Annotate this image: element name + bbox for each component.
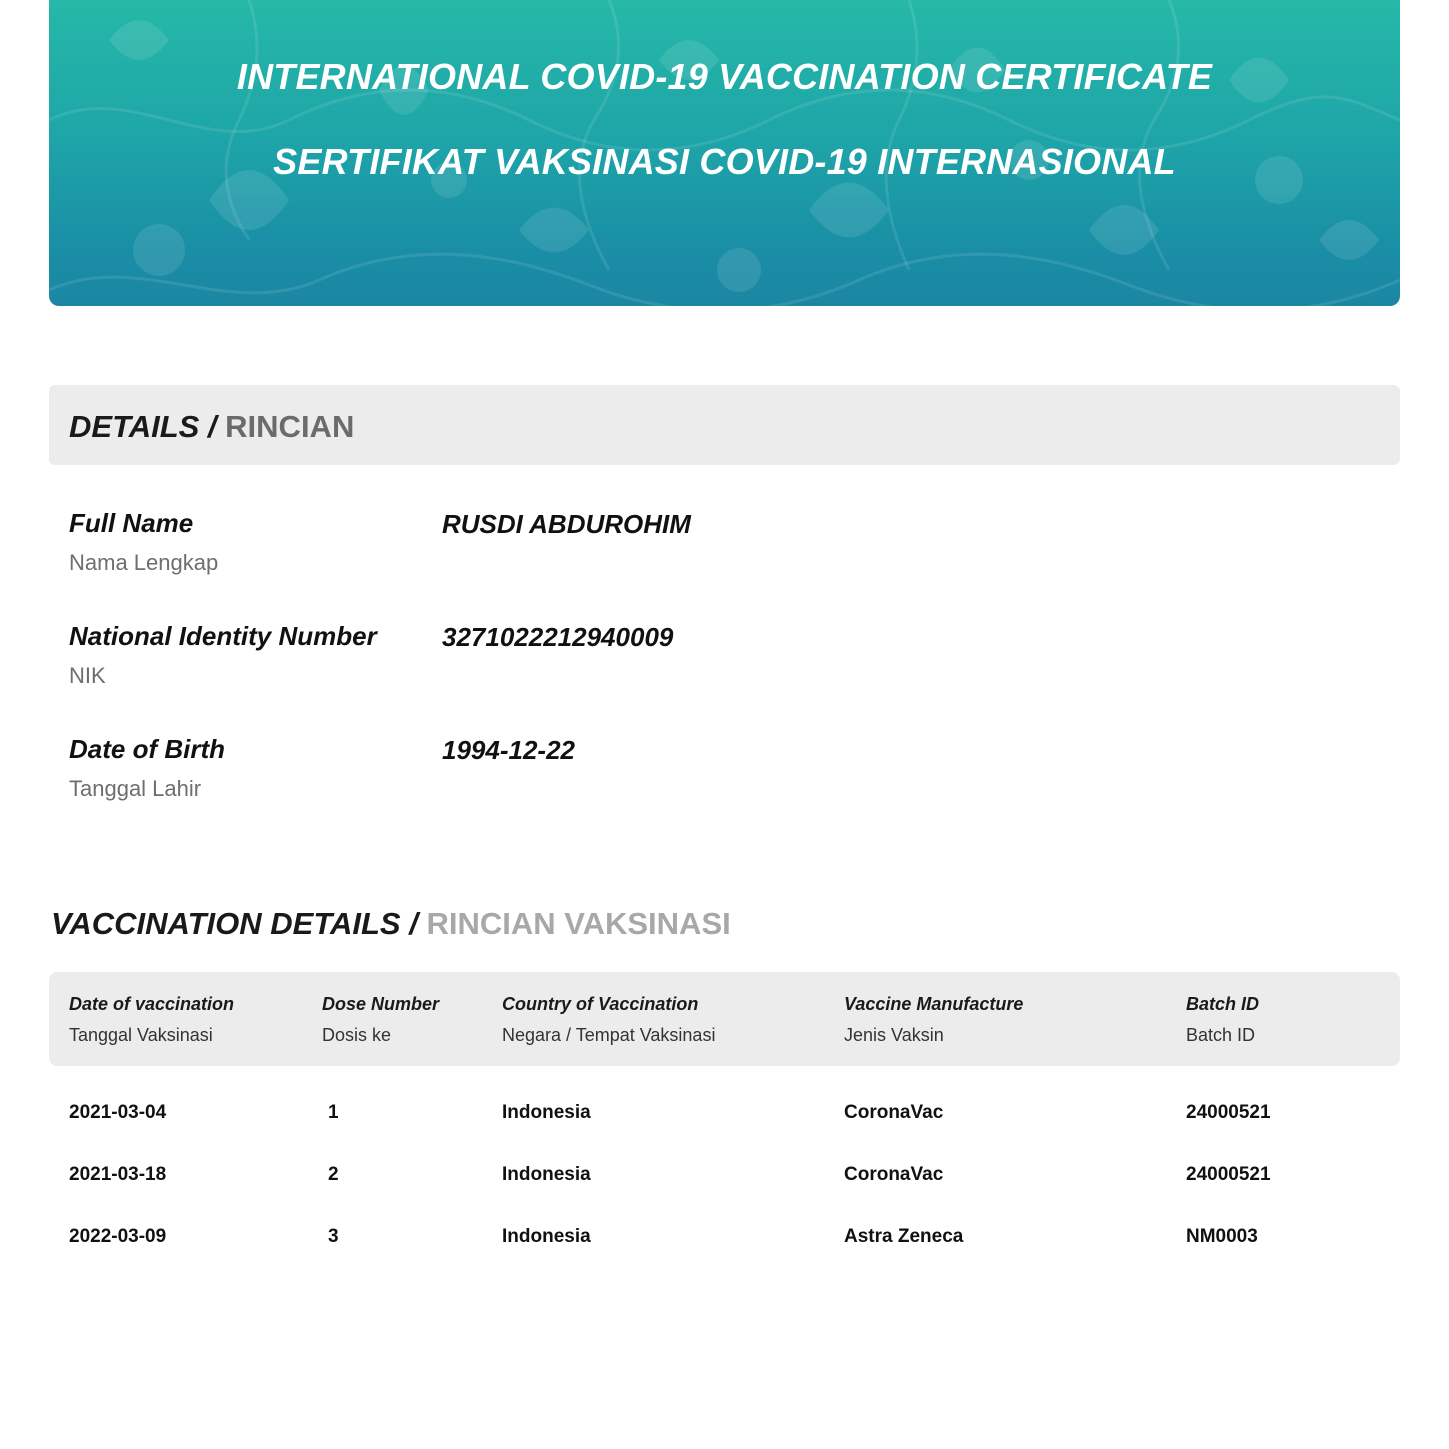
cell-dose: 2 [328, 1164, 339, 1185]
cell-batch: 24000521 [1186, 1164, 1271, 1185]
certificate-banner [49, 0, 1400, 306]
column-header-batch-english: Batch ID [1186, 994, 1260, 1014]
cell-batch: 24000521 [1186, 1102, 1271, 1123]
full-name-label-indonesian: Nama Lengkap [69, 550, 219, 575]
column-header-country [502, 994, 715, 1046]
vaccination-heading-english: VACCINATION DETAILS / [51, 906, 418, 941]
vaccination-table-body [49, 1090, 1400, 1276]
national-identity-label: National Identity Number [69, 621, 377, 651]
details-heading [69, 409, 354, 445]
certificate-title-indonesian: SERTIFIKAT VAKSINASI COVID-19 INTERNASIONAL [273, 141, 1176, 182]
cell-date: 2021-03-04 [69, 1102, 167, 1123]
cell-vaccine: CoronaVac [844, 1102, 944, 1123]
column-header-dose-english: Dose Number [322, 994, 440, 1014]
certificate-title-english: INTERNATIONAL COVID-19 VACCINATION CERTIFICATE [236, 56, 1213, 97]
cell-date: 2022-03-09 [69, 1226, 167, 1247]
column-header-dose [322, 994, 439, 1046]
date-of-birth-value: 1994-12-22 [442, 735, 575, 765]
cell-batch: NM0003 [1186, 1226, 1258, 1247]
column-header-date-english: Date of vaccination [69, 994, 235, 1014]
column-header-batch [1186, 994, 1259, 1046]
column-header-dose-indonesian: Dosis ke [322, 1025, 392, 1045]
cell-vaccine: Astra Zeneca [844, 1226, 964, 1247]
full-name-label: Full Name [69, 508, 194, 538]
details-heading-indonesian: RINCIAN [225, 409, 355, 444]
vaccination-table-header [49, 972, 1400, 1066]
vaccination-details-heading [51, 906, 731, 942]
column-header-country-english: Country of Vaccination [502, 994, 699, 1014]
column-header-vaccine-english: Vaccine Manufacture [844, 994, 1024, 1014]
table-row [49, 1090, 1400, 1152]
full-name-value: RUSDI ABDUROHIM [442, 509, 691, 539]
vaccination-heading-indonesian: RINCIAN VAKSINASI [426, 906, 731, 941]
cell-country: Indonesia [502, 1102, 591, 1123]
cell-dose: 3 [328, 1226, 339, 1247]
table-row [49, 1152, 1400, 1214]
column-header-batch-indonesian: Batch ID [1186, 1025, 1256, 1045]
column-header-country-indonesian: Negara / Tempat Vaksinasi [502, 1025, 716, 1045]
cell-dose: 1 [328, 1102, 339, 1123]
table-row [49, 1214, 1400, 1276]
cell-vaccine: CoronaVac [844, 1164, 944, 1185]
details-heading-english: DETAILS / [69, 409, 217, 444]
national-identity-value: 3271022212940009 [442, 622, 674, 652]
column-header-date-indonesian: Tanggal Vaksinasi [69, 1025, 213, 1045]
date-of-birth-label: Date of Birth [69, 734, 225, 764]
cell-country: Indonesia [502, 1164, 591, 1185]
cell-date: 2021-03-18 [69, 1164, 167, 1185]
national-identity-label-indonesian: NIK [69, 663, 106, 688]
cell-country: Indonesia [502, 1226, 591, 1247]
column-header-date [69, 994, 234, 1046]
date-of-birth-label-indonesian: Tanggal Lahir [69, 776, 202, 801]
details-section-header [49, 385, 1400, 465]
column-header-vaccine [844, 994, 1023, 1046]
column-header-vaccine-indonesian: Jenis Vaksin [844, 1025, 944, 1045]
